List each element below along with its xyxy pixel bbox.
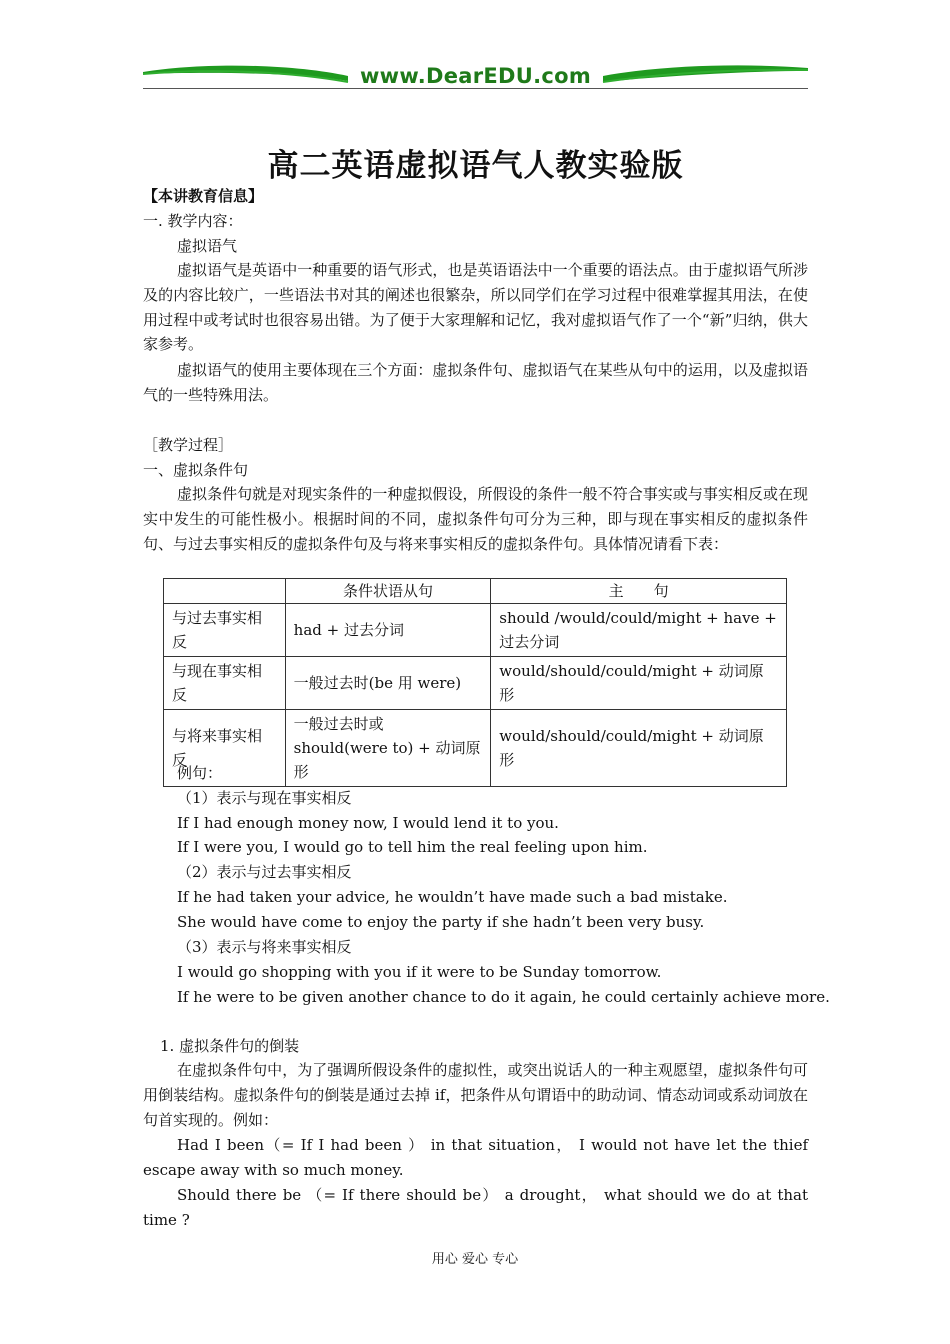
example-line: （2）表示与过去事实相反 [177, 863, 352, 881]
intro-paragraph-1: 虚拟语气是英语中一种重要的语气形式，也是英语语法中一个重要的语法点。由于虚拟语气所涉及的内容比较广，一些语法书对其的阐述也很繁杂，所以同学们在学习过程中很难掌握其用法，在使用过程中或考试时也很容易出错。为了便于大家理解和记忆，我对虚拟语气作了一个“新”归纳，供大家参考。 [143, 261, 808, 354]
table-cell: 一般过去时或 should(were to) + 动词原形 [285, 710, 491, 787]
topic-heading: 虚拟语气 [177, 237, 238, 255]
example-line: （3）表示与将来事实相反 [177, 938, 352, 956]
subsection1-heading: 1. 虚拟条件句的倒装 [160, 1037, 300, 1055]
header-rule [143, 88, 808, 89]
table-cell: 一般过去时(be 用 were) [285, 657, 491, 710]
table-cell: would/should/could/might + 动词原形 [491, 710, 787, 787]
table-header-row [164, 579, 787, 604]
table-cell: should /would/could/might + have + 过去分词 [491, 604, 787, 657]
examples-label: 例句： [177, 764, 223, 782]
table-cell: had + 过去分词 [285, 604, 491, 657]
conditional-table [163, 578, 787, 787]
section1-paragraph: 虚拟条件句就是对现实条件的一种虚拟假设，所假设的条件一般不符合事实或与事实相反或在现实中发生的可能性极小。根据时间的不同，虚拟条件句可分为三种，即与现在事实相反的虚拟条件句、与过去事实相反的虚拟条件句及与将来事实相反的虚拟条件句。具体情况请看下表： [143, 485, 808, 553]
example-line: If I were you, I would go to tell him the real feeling upon him. [177, 838, 648, 856]
process-heading: ［教学过程］ [143, 436, 234, 454]
example-line: I would go shopping with you if it were to be Sunday tomorrow. [177, 963, 662, 981]
example-line: If I had enough money now, I would lend it to you. [177, 814, 559, 832]
page-title: 高二英语虚拟语气人教实验版 [267, 148, 684, 184]
intro-paragraph-2: 虚拟语气的使用主要体现在三个方面：虚拟条件句、虚拟语气在某些从句中的运用，以及虚拟语气的一些特殊用法。 [143, 361, 808, 404]
example-line: （1）表示与现在事实相反 [177, 789, 352, 807]
table-row [164, 604, 787, 657]
table-cell: 与将来事实相反 [164, 710, 286, 787]
subsection1-paragraph: 在虚拟条件句中，为了强调所假设条件的虚拟性，或突出说话人的一种主观愿望，虚拟条件句可用倒装结构。虚拟条件句的倒装是通过去掉 if，把条件从句谓语中的助动词、情态动词或系动词放在句首实现的。例如： [143, 1061, 808, 1129]
section1-heading: 一、虚拟条件句 [143, 461, 249, 479]
content-heading: 一. 教学内容： [143, 212, 243, 230]
example-line: If he had taken your advice, he wouldn’t have made such a bad mistake. [177, 888, 728, 906]
logo-text: www.DearEDU.com [359, 64, 592, 88]
table-header-cell: 条件状语从句 [285, 579, 491, 604]
table-header-cell [164, 579, 286, 604]
section-label: 【本讲教育信息】 [143, 187, 264, 205]
page-footer: 用心 爱心 专心 [431, 1252, 519, 1267]
table-header-cell: 主 句 [491, 579, 787, 604]
example-line: If he were to be given another chance to do it again, he could certainly achieve more. [177, 988, 830, 1006]
inversion-example-1: Had I been（= If I had been ） in that situation， I would not have let the thief escape away with so much money. [143, 1136, 808, 1179]
table-cell: 与现在事实相反 [164, 657, 286, 710]
table-cell: would/should/could/might + 动词原形 [491, 657, 787, 710]
table-cell: 与过去事实相反 [164, 604, 286, 657]
table-row [164, 657, 787, 710]
example-line: She would have come to enjoy the party if she hadn’t been very busy. [177, 913, 705, 931]
inversion-example-2: Should there be （= If there should be） a drought， what should we do at that time ? [143, 1186, 808, 1229]
